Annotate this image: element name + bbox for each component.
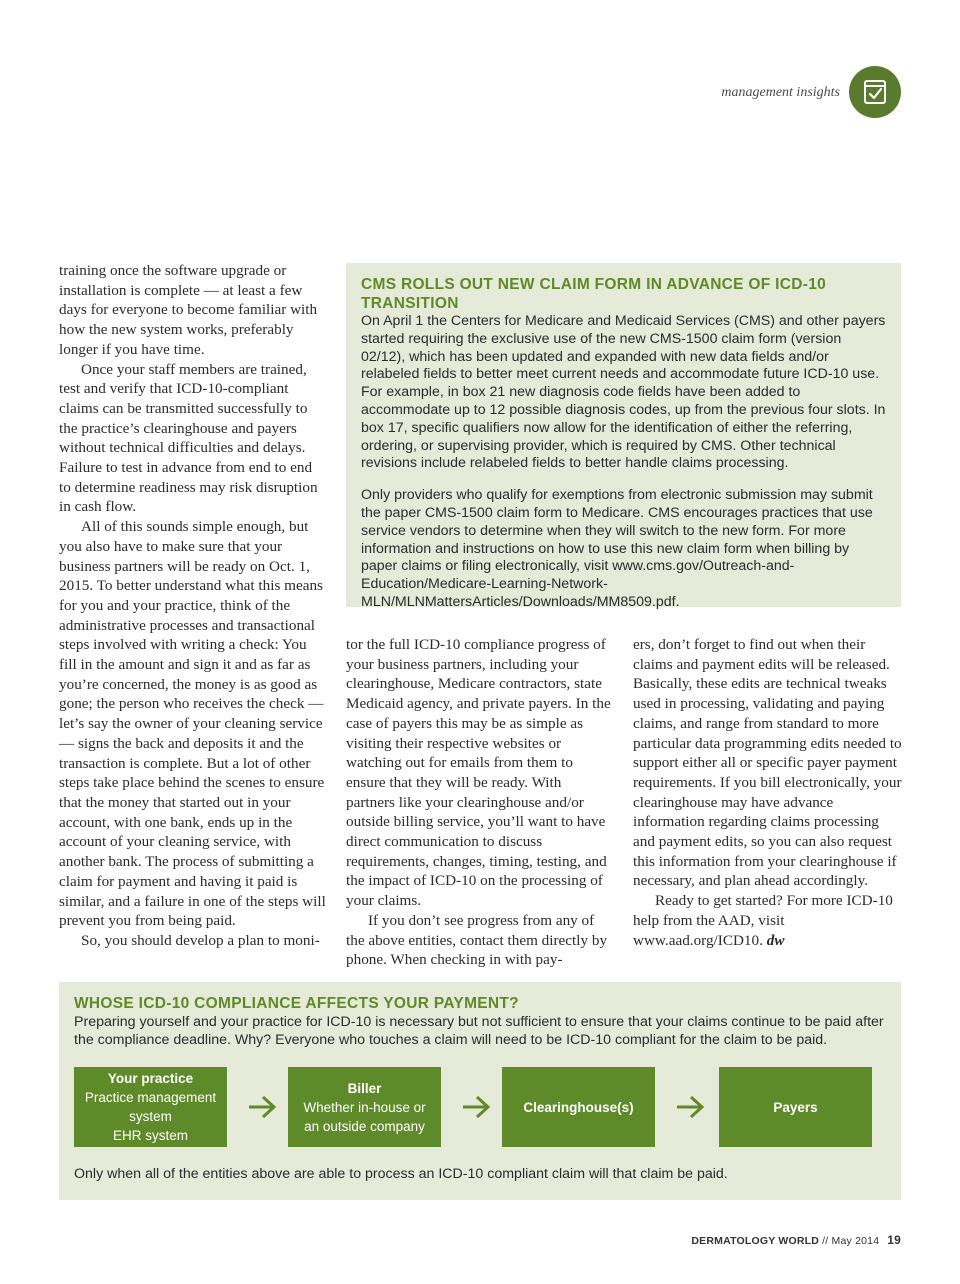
sidebar-title: WHOSE ICD-10 COMPLIANCE AFFECTS YOUR PAYMENT? — [74, 995, 519, 1012]
flow-box-biller — [288, 1067, 441, 1147]
cms-claim-form-sidebar — [346, 263, 901, 610]
flow-box-your-practice — [74, 1067, 227, 1147]
sidebar-paragraph: Only providers who qualify for exemptions from electronic submission may submit the paper CMS-1500 claim form to Medicare. CMS encourages practices that use service vendors to determine when they will switch to the new form. For more information and instructions on how to use this new claim form when billing by paper claims or filing electronically, visit www.cms.gov/Outreach-and-Education/Medicare-Learning-Network-MLN/MLNMattersArticles/Downloads/MM8509.pdf. — [361, 487, 873, 610]
paragraph: If you don’t see progress from any of the above entities, contact them directly by phone. When checking in with pay- — [346, 911, 608, 969]
sidebar-paragraph: On April 1 the Centers for Medicare and Medicaid Services (CMS) and other payers started requiring the exclusive use of the new CMS-1500 claim form (version 02/12), which has been updated and expanded with new data fields and/or relabeled fields to better meet current needs and accommodate future ICD-10 use. For example, in box 21 new diagnosis code fields have been added to accommodate up to 12 possible diagnosis codes, up from the previous four slots. In box 17, specific qualifiers now allow for the identification of either the referring, ordering, or supervising provider, which is required by CMS. Other technical revisions include relabeled fields to better handle claims processing. — [361, 313, 886, 472]
flow-box-detail: EHR system — [112, 1128, 188, 1143]
flow-box-title: Your practice — [107, 1071, 194, 1086]
section-label: management insights — [721, 85, 840, 100]
right-arrow-icon — [245, 1089, 279, 1125]
sidebar-intro: Preparing yourself and your practice for ICD-10 is necessary but not sufficient to ensure that your claims continue to be paid after the compliance deadline. Why? Everyone who touches a claim will need to be ICD-10 compliant for the claim to be paid. — [74, 1014, 884, 1048]
flow-box-detail: Practice management system — [84, 1090, 217, 1124]
closing-text: Ready to get started? For more ICD-10 help from the AAD, visit www.aad.org/ICD10. — [633, 892, 893, 949]
article-column-1 — [59, 261, 327, 951]
page-number: 19 — [887, 1233, 901, 1247]
flow-box-title: Biller — [347, 1080, 382, 1096]
footer-separator: // — [819, 1235, 832, 1247]
paragraph: All of this sounds simple enough, but you also have to make sure that your business partners will be ready on Oct. 1, 2015. To better understand what this means for you and your practice, think of the administrative processes and transactional steps involved with writing a check: You fill in the amount and sign it and as far as you’re concerned, the money is as good as gone; the person who receives the check — let’s say the owner of your cleaning service — signs the back and deposits it and the transaction is complete. But a lot of other steps take place behind the scenes to ensure that the money that started out in your account, with one bank, ends up in the account of your cleaning service, with another bank. The process of submitting a claim for payment and having it paid is similar, and a failure in one of the steps will prevent you from being paid. — [59, 518, 326, 930]
article-column-2 — [346, 635, 614, 970]
paragraph: Once your staff members are trained, test and verify that ICD-10-compliant claims can be transmitted successfully to the practice’s clearinghouse and payers without technical difficulties and delays. Failure to test in advance from end to end to determine readiness may risk disruption in cash flow. — [59, 360, 318, 516]
flow-box-clearinghouse — [502, 1067, 655, 1147]
right-arrow-icon — [459, 1089, 493, 1125]
sidebar-outro: Only when all of the entities above are able to process an ICD-10 compliant claim will that claim be paid. — [74, 1166, 728, 1182]
flow-box-payers — [719, 1067, 872, 1147]
author-signature: dw — [766, 931, 785, 949]
flow-box-detail: Whether in-house or — [303, 1099, 426, 1115]
flow-box-detail: an outside company — [304, 1118, 425, 1134]
icd10-compliance-flow-sidebar — [59, 982, 901, 1200]
paragraph: tor the full ICD-10 compliance progress of your business partners, including your clearinghouse, Medicare contractors, state Medicaid agency, and private payers. In the case of payers this may be as simple as visiting their respective websites or watching out for emails from them to ensure that they will be ready. With partners like your clearinghouse and/or outside billing service, you’ll want to have direct communication to discuss requirements, changes, timing, testing, and the impact of ICD-10 on the processing of your claims. — [346, 636, 611, 910]
right-arrow-icon — [673, 1089, 707, 1125]
sidebar-title: CMS ROLLS OUT NEW CLAIM FORM IN ADVANCE OF ICD-10 TRANSITION — [361, 276, 827, 312]
checklist-icon — [849, 66, 901, 118]
flow-box-title: Clearinghouse(s) — [523, 1099, 634, 1115]
publication-name: DERMATOLOGY WORLD — [691, 1235, 820, 1247]
issue-date: May 2014 — [831, 1235, 880, 1247]
page-footer — [691, 1233, 901, 1247]
paragraph: So, you should develop a plan to moni- — [81, 931, 320, 949]
paragraph — [633, 891, 903, 950]
paragraph: ers, don’t forget to find out when their claims and payment edits will be released. Basically, these edits are technical tweaks used in processing, validating and paying claims, and range from standard to more particular data programming edits needed to support either all or specific payer payment requirements. If you bill electronically, your clearinghouse may have advance information regarding claims processing and payment edits, so you can also request this information from your clearinghouse if necessary, and plan ahead accordingly. — [633, 636, 902, 890]
article-column-3 — [633, 635, 903, 950]
paragraph: training once the software upgrade or installation is complete — at least a few days for everyone to become familiar with how the new system works, preferably longer if you have time. — [59, 262, 318, 358]
flow-box-title: Payers — [773, 1099, 818, 1115]
